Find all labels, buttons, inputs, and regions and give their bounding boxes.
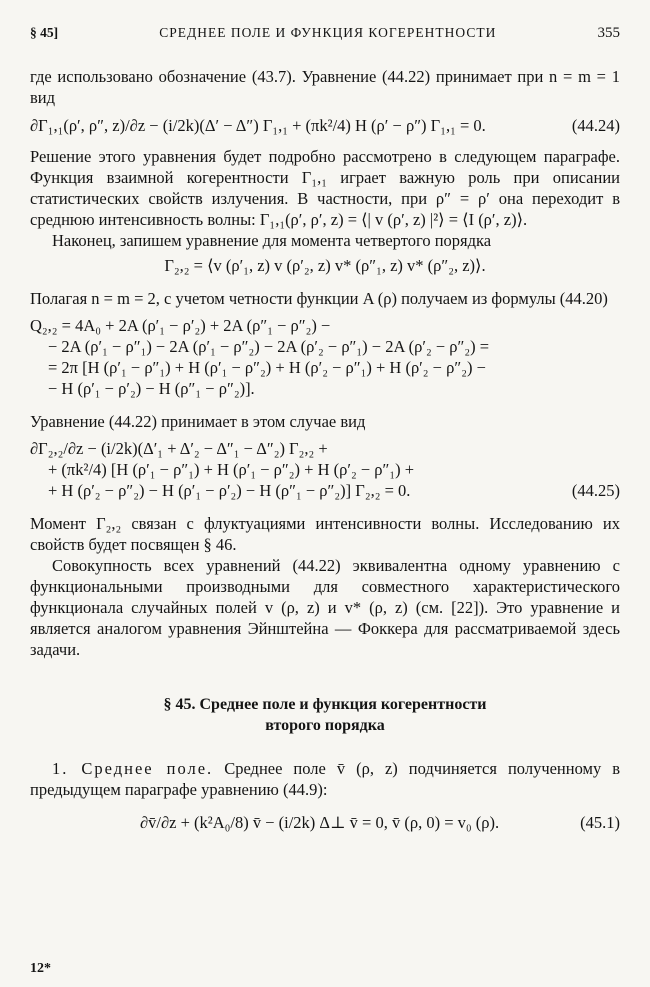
paragraph-6: Момент Γ₂,₂ связан с флуктуациями интенсивности волны. Исследованию их свойств будет посвящен § 46. — [30, 514, 620, 554]
equation-44-25-number: (44.25) — [571, 481, 620, 500]
paragraph-5: Уравнение (44.22) принимает в этом случае вид — [30, 412, 366, 431]
running-title: СРЕДНЕЕ ПОЛЕ И ФУНКЦИЯ КОГЕРЕНТНОСТИ — [159, 25, 497, 40]
subsection-paragraph — [30, 758, 620, 800]
paragraph-2: Решение этого уравнения будет подробно рассмотрено в следующем параграфе. Функция взаимной когерентности Γ₁,₁ играет важную роль при описании статистических свойств излучения. В частности, при ρ″ = ρ′ она переходит в среднюю интенсивность волны: Γ₁,₁(ρ′, ρ′, z) = ⟨| v (ρ′, z) |²⟩ = ⟨I (ρ′, z)⟩. — [30, 147, 620, 229]
equation-44-25-line-1: ∂Γ₂,₂/∂z − (i/2k)(Δ′₁ + Δ′₂ − Δ″₁ − Δ″₂) Γ₂,₂ + — [30, 439, 328, 458]
equation-44-25 — [30, 438, 620, 501]
equation-q-line-2: − 2A (ρ′₁ − ρ″₁) − 2A (ρ′₁ − ρ″₂) − 2A (ρ′₂ − ρ″₁) − 2A (ρ′₂ − ρ″₂) = — [48, 337, 490, 356]
equation-44-25-last-row — [30, 480, 620, 501]
equation-45-1-number: (45.1) — [580, 813, 620, 832]
section-mark: § 45] — [30, 25, 59, 40]
equation-q-line-3: = 2π [H (ρ′₁ − ρ″₁) + H (ρ′₁ − ρ″₂) + H (ρ′₂ − ρ″₁) + H (ρ′₂ − ρ″₂) − — [48, 358, 486, 377]
equation-44-25-line-3: + H (ρ′₂ − ρ″₂) − H (ρ′₁ − ρ′₂) − H (ρ″₁ − ρ″₂)] Γ₂,₂ = 0. — [48, 481, 411, 500]
paragraph-4: Полагая n = m = 2, с учетом четности функции A (ρ) получаем из формулы (44.20) — [30, 289, 608, 308]
section-title-line-1: § 45. Среднее поле и функция когерентности — [163, 696, 487, 713]
equation-44-24-number: (44.24) — [571, 116, 620, 135]
running-header — [30, 22, 620, 44]
equation-44-25-line-2: + (πk²/4) [H (ρ′₁ − ρ″₁) + H (ρ′₁ − ρ″₂) + H (ρ′₂ − ρ″₁) + — [48, 460, 415, 479]
equation-q-line-4: − H (ρ′₁ − ρ′₂) − H (ρ″₁ − ρ″₂)]. — [48, 379, 255, 398]
subsection-heading: 1. Среднее поле. — [52, 759, 214, 778]
paragraph-3: Наконец, запишем уравнение для момента четвертого порядка — [52, 231, 492, 250]
printer-signature: 12* — [30, 961, 51, 976]
equation-q-line-1: Q₂,₂ = 4A₀ + 2A (ρ′₁ − ρ′₂) + 2A (ρ″₁ − ρ″₂) − — [30, 316, 331, 335]
equation-45-1-body: ∂v̄/∂z + (k²A₀/8) v̄ − (i/2k) Δ⊥ v̄ = 0, v̄ (ρ, 0) = v₀ (ρ). — [140, 813, 500, 832]
section-heading — [30, 694, 620, 736]
paragraph-1: где использовано обозначение (43.7). Уравнение (44.22) принимает при n = m = 1 вид — [30, 67, 620, 107]
equation-gamma-2-2: Γ₂,₂ = ⟨v (ρ′₁, z) v (ρ′₂, z) v* (ρ″₁, z) v* (ρ″₂, z)⟩. — [164, 256, 486, 275]
page-number: 355 — [597, 25, 620, 41]
equation-44-24 — [30, 115, 620, 136]
book-page — [30, 22, 620, 843]
equation-45-1 — [30, 812, 620, 833]
subsection-body: Среднее поле v̄ (ρ, z) подчиняется полученному в предыдущем параграфе уравнению (44.9): — [30, 759, 621, 799]
equation-44-24-body: ∂Γ₁,₁(ρ′, ρ″, z)/∂z − (i/2k)(Δ′ − Δ″) Γ₁,₁ + (πk²/4) H (ρ′ − ρ″) Γ₁,₁ = 0. — [30, 116, 486, 135]
section-title-line-2: второго порядка — [265, 717, 385, 734]
equation-q-2-2 — [30, 315, 620, 399]
paragraph-7: Совокупность всех уравнений (44.22) эквивалентна одному уравнению с функциональными производными для совместного характеристического функционала случайных полей v (ρ, z) и v* (ρ, z) (см. [22]). Это уравнение и является аналогом уравнения Эйнштейна — Фоккера для рассматриваемой здесь задачи. — [30, 556, 620, 659]
